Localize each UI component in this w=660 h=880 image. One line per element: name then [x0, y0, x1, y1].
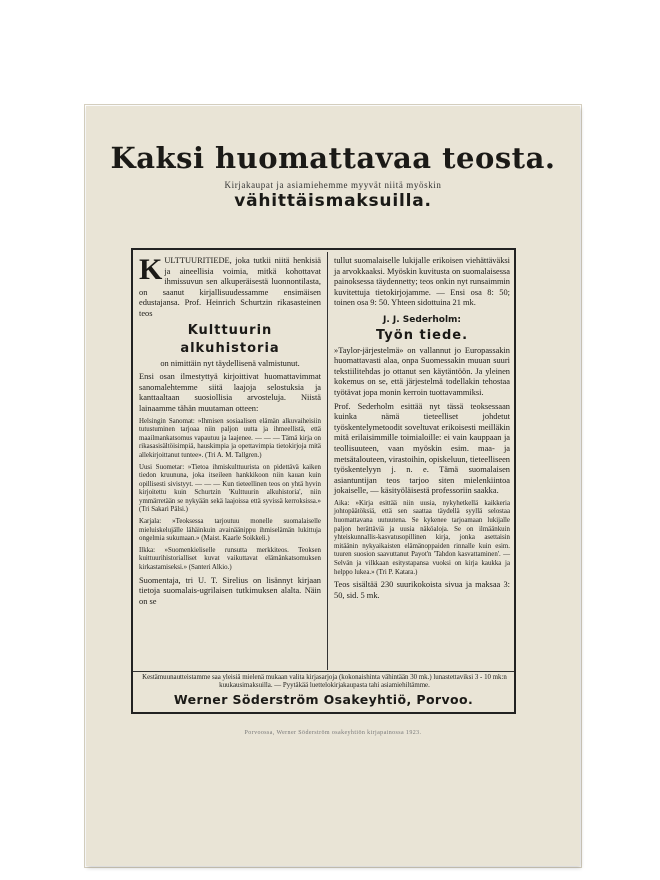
title-note: on nimittäin nyt täydellisenä valmistunut.: [160, 358, 300, 368]
author-name: J. J. Sederholm:: [382, 314, 462, 325]
continued-paragraph: tullut suomalaiselle lukijalle erikoisen viehättäväksi ja arvokkaaksi. Myöskin kuvitusta on suomalaisessa painoksessa täydennetty; teos onkin nyt runsaimmin kuvitettuja tietokirjojamme. — Ensi osa 8: 50; toinen osa 9: 50. Yhteen sidottuina 21 mk.: [334, 256, 510, 308]
footer-divider: [133, 671, 514, 672]
subline-emphasis: vähittäismaksuilla.: [234, 191, 432, 211]
review-quote: Aika: »Kirja esittää niin uusia, nykyhetkellä kaikkeria johtopäätöksiä, että sen saattaa täydellä syyllä selostaa huomattavana uutuutena. Se kykenee tarjoamaan lukijalle paljon herättäviä ja uusia näköaloja. Se on ilmäänkuin yhteiskunnallis-kasvatusopillinen kirja, jonka asettaisin mitäänin nykyaikaisten elämänoppaiden rinnalle kuin esim. tuuren suosion saavuttanut Payot'n 'Tahdon kasvattaminen'. — Selvän ja vilkkaan esitystapansa vuoksi on kirja kaukka ja helppo lukea.» (Tri P. Katara.): [334, 499, 510, 576]
description-paragraph: »Taylor-järjestelmä» on vallannut jo Europassakin huomattavasti alaa, onpa Suomessakin muuan suuri tekstiilitehdas jo ottanut sen käytäntöön. Ja yleinen kokemus on se, että järjestelmä todellakin tehostaa työtävat jopa monin kerroin tuottavammiksi.: [334, 345, 510, 397]
translator-paragraph: Suomentaja, tri U. T. Sirelius on lisännyt kirjaan tietoja suomalais-ugrilaisen tutkimuksen alalta. Näin on se: [139, 575, 321, 606]
review-quote: Helsingin Sanomat: »Ihmisen sosiaalisen elämän alkuvaiheisiin tutustuminen tarjoaa niin paljon uutta ja ihmeellistä, että maailmankatsomus vapautuu ja laajenee. — — — Tämä kirja on rikasasisältöisimpiä, hauskimpia ja opettavimpia tietokirjoja mitä allekirjoittanut tuntee». (Tri A. M. Tallgren.): [139, 417, 321, 459]
intro-text: ULTTUURITIEDE, joka tutkii niitä henkisiä ja aineellisia voimia, mitkä kohottavat ihmissuvun sen alkuperäisestä luonnontilasta, on saanut kirjallisuudessamme ensimäisen edustajansa. Prof. Heinrich Schurtzin rikasasteinen teos: [139, 256, 321, 318]
installment-note: Kestämuunautteistamme saa yleisiä mielenä mukaan valita kirjasarjoja (kokonaishinta vähintään 30 mk.) lunastettaviksi 3 - 10 mk:n kuukausimaksuilla. — Pyytäkää luettelokirjakaupasta tahi asiamiehiltämme.: [142, 674, 507, 690]
dropcap: K: [139, 253, 163, 286]
review-quote: Uusi Suometar: »Tietoa ihmiskulttuurista on pidettävä kaiken tiedon kruununa, joka itseileen hankkikoon niin kauan kuin opillisesti sivistyyt. — — — Kun tieteellinen teos on yhtä hyvin kirjoitettu kuin Schurtzin 'Kulttuurin alkuhistoria', niin ymmärretään se nykyään sekä laajoissa että syvissä kerroksissa.» (Tri Sakari Pälsi.): [139, 463, 321, 514]
column-divider: [327, 252, 328, 670]
description-paragraph: Prof. Sederholm esittää nyt tässä teoksessaan kuinka nämä tieteelliset johdetut työskentelymetoodit soveltuvat erikoisesti meilläkin mitä erilaisimmille toimialoille: ei vain kauppaan ja teollisuuteen, vaan myöskin esim. maa- ja metsätalouteen, virastoihin, opiskeluun, tieteelliseen työskentelyyn j. n. e. Tämä suomalaisen asiantuntijan teos tarjoo siten mielenkiintoa jokaiselle, — käsityöläisestä professoriin saakka.: [334, 401, 510, 496]
headline: Kaksi huomattavaa teosta.: [110, 141, 556, 175]
book-title-line-1: Kulttuurin: [187, 322, 273, 338]
intro-paragraph: [139, 253, 321, 320]
reviews-intro: Ensi osan ilmestyttyä kirjoittivat huomattavimmat sanomalehtemme siitä laajoja selostuksia ja kanttaaltaan suosiollisia arvosteluja. Niistä lainaamme tähän muutaman otteen:: [139, 372, 321, 413]
review-quote: Ilkka: »Suomenkieliselle runsutta merkkiteos. Teoksen kuittuurihistorialliset kuvat vaikuttavat elämänkatsomuksen kirkastamiseksi.» (Santeri Alkio.): [139, 546, 321, 572]
review-quote: Karjala: »Teoksessa tarjoutuu monelle suomalaiselle mieluiskelujälle lähäinkuin avainäänippu ihmiselämän lukittuja ongelmia sukumaan.» (Maist. Kaarle Soikkeli.): [139, 518, 321, 543]
subline: Kirjakaupat ja asiamiehemme myyvät niitä myöskin: [224, 180, 442, 190]
book-title-line-2: alkuhistoria: [180, 340, 280, 356]
book-title: Työn tiede.: [375, 327, 469, 343]
printer-line: Porvoossa, Werner Söderström osakeyhtiön kirjapainossa 1923.: [244, 730, 422, 736]
right-column: [334, 256, 510, 604]
price-paragraph: Teos sisältää 230 suurikokoista sivua ja maksaa 3: 50, sid. 5 mk.: [334, 580, 510, 600]
left-column: [139, 253, 321, 610]
publisher-name: Werner Söderström Osakeyhtiö, Porvoo.: [173, 692, 474, 707]
